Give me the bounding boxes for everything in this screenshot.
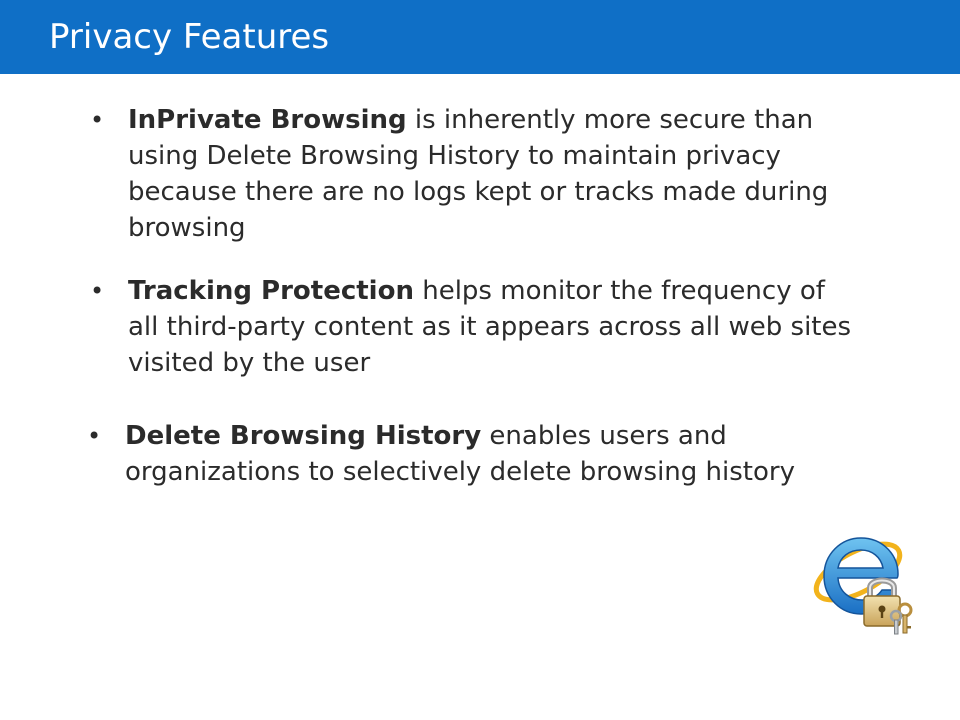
bullet-inprivate-browsing — [90, 102, 860, 246]
bullet-description: helps monitor the frequency of all third-party content as it appears across all web sites visited by the user — [128, 276, 852, 378]
bullet-dot: • — [90, 106, 105, 134]
bullet-text — [90, 102, 860, 246]
bullet-dot: • — [90, 277, 105, 305]
bullet-tracking-protection — [90, 273, 860, 381]
bullet-description: is inherently more secure than using Delete Browsing History to maintain privacy because there are no logs kept or tracks made during browsing — [128, 105, 829, 243]
bullet-term: InPrivate Browsing — [128, 105, 407, 135]
bullet-text — [87, 418, 867, 490]
bullet-dot: • — [87, 422, 102, 450]
bullet-term: Delete Browsing History — [125, 421, 482, 451]
bullet-text — [90, 273, 860, 381]
internet-explorer-lock-icon — [808, 526, 920, 638]
bullet-delete-browsing-history — [87, 418, 867, 490]
page-title: Privacy Features — [49, 17, 330, 57]
title-bar — [0, 0, 960, 74]
bullet-description: enables users and organizations to selectively delete browsing history — [125, 421, 795, 487]
bullet-term: Tracking Protection — [128, 276, 414, 306]
